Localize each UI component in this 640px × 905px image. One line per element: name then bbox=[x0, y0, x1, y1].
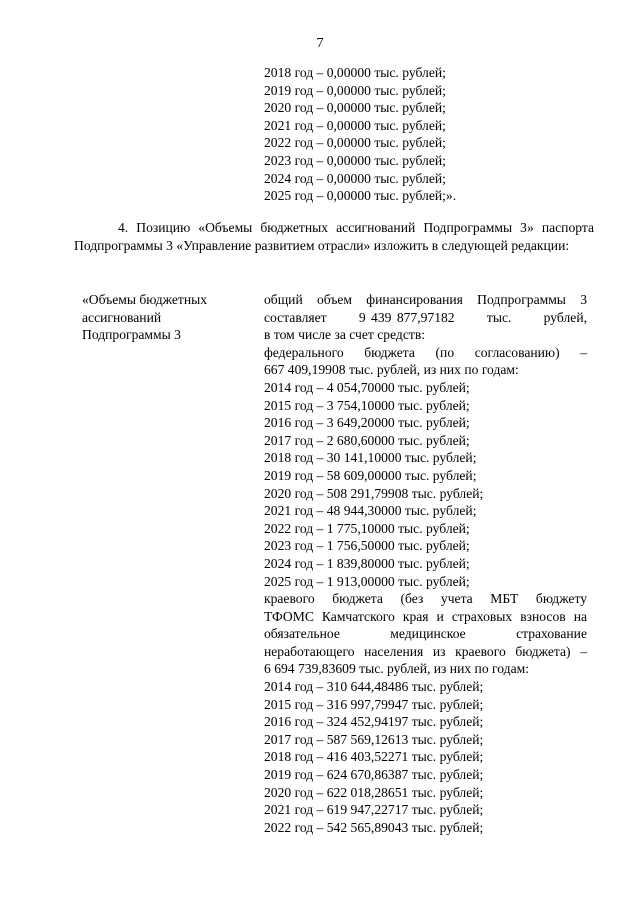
list-item: 2018 год – 416 403,52271 тыс. рублей; bbox=[264, 749, 484, 765]
list-item: 2019 год – 0,00000 тыс. рублей; bbox=[264, 82, 446, 98]
list-item: 2017 год – 2 680,60000 тыс. рублей; bbox=[264, 432, 470, 448]
funding-sources-intro: в том числе за счет средств: bbox=[264, 327, 426, 343]
list-item: 2019 год – 58 609,00000 тыс. рублей; bbox=[264, 467, 477, 483]
regional-budget-heading: краевого бюджета (без учета МБТ бюджету bbox=[264, 591, 587, 607]
federal-budget-heading: федерального бюджета (по согласованию) – bbox=[264, 344, 587, 360]
list-item: 2016 год – 324 452,94197 тыс. рублей; bbox=[264, 714, 484, 730]
amendment-paragraph: 4. Позицию «Объемы бюджетных ассигнований Подпрограммы 3» паспорта Подпрограммы 3 «Управление развитием отрасли» изложить в следующей редакции: bbox=[74, 220, 594, 253]
position-name-line: Подпрограммы 3 bbox=[82, 327, 181, 343]
page-number: 7 bbox=[316, 36, 324, 51]
list-item: 2020 год – 622 018,28651 тыс. рублей; bbox=[264, 784, 484, 800]
list-item: 2018 год – 0,00000 тыс. рублей; bbox=[264, 65, 446, 80]
list-item: 2024 год – 1 839,80000 тыс. рублей; bbox=[264, 555, 470, 571]
federal-budget-total: 667 409,19908 тыс. рублей, из них по годам: bbox=[264, 362, 519, 378]
list-item: 2021 год – 48 944,30000 тыс. рублей; bbox=[264, 503, 477, 519]
regional-budget-heading: неработающего населения из краевого бюджета) – bbox=[264, 643, 587, 659]
list-item: 2015 год – 3 754,10000 тыс. рублей; bbox=[264, 397, 470, 413]
regional-year-list bbox=[264, 678, 587, 836]
list-item: 2014 год – 4 054,70000 тыс. рублей; bbox=[264, 379, 470, 395]
position-name-line: «Объемы бюджетных bbox=[82, 292, 208, 307]
list-item: 2023 год – 0,00000 тыс. рублей; bbox=[264, 152, 446, 168]
position-name-line: ассигнований bbox=[82, 309, 162, 325]
list-item: 2025 год – 1 913,00000 тыс. рублей; bbox=[264, 573, 470, 589]
list-item: 2016 год – 3 649,20000 тыс. рублей; bbox=[264, 415, 470, 431]
list-item: 2020 год – 0,00000 тыс. рублей; bbox=[264, 100, 446, 116]
position-name-column bbox=[82, 291, 242, 344]
top-year-list bbox=[264, 64, 456, 205]
list-item: 2021 год – 0,00000 тыс. рублей; bbox=[264, 117, 446, 133]
list-item: 2020 год – 508 291,79908 тыс. рублей; bbox=[264, 485, 484, 501]
list-item: 2017 год – 587 569,12613 тыс. рублей; bbox=[264, 731, 484, 747]
list-item: 2021 год – 619 947,22717 тыс. рублей; bbox=[264, 802, 484, 818]
list-item: 2022 год – 1 775,10000 тыс. рублей; bbox=[264, 520, 470, 536]
federal-year-list bbox=[264, 379, 587, 590]
list-item: 2022 год – 0,00000 тыс. рублей; bbox=[264, 135, 446, 151]
regional-budget-total: 6 694 739,83609 тыс. рублей, из них по годам: bbox=[264, 661, 529, 677]
funding-details-column bbox=[264, 291, 587, 836]
list-item: 2014 год – 310 644,48486 тыс. рублей; bbox=[264, 679, 484, 695]
list-item: 2018 год – 30 141,10000 тыс. рублей; bbox=[264, 450, 477, 466]
list-item: 2022 год – 542 565,89043 тыс. рублей; bbox=[264, 819, 484, 835]
list-item: 2015 год – 316 997,79947 тыс. рублей; bbox=[264, 696, 484, 712]
list-item: 2023 год – 1 756,50000 тыс. рублей; bbox=[264, 538, 470, 554]
regional-budget-heading: ТФОМС Камчатского края и страховых взносов на bbox=[264, 608, 587, 624]
list-item: 2024 год – 0,00000 тыс. рублей; bbox=[264, 170, 446, 186]
funding-total-amount: составляет 9 439 877,97182 тыс. рублей, bbox=[264, 309, 587, 325]
funding-total-line: общий объем финансирования Подпрограммы 3 bbox=[264, 292, 587, 307]
list-item: 2019 год – 624 670,86387 тыс. рублей; bbox=[264, 767, 484, 783]
list-item: 2025 год – 0,00000 тыс. рублей;». bbox=[264, 188, 457, 204]
regional-budget-heading: обязательное медицинское страхование bbox=[264, 626, 587, 642]
